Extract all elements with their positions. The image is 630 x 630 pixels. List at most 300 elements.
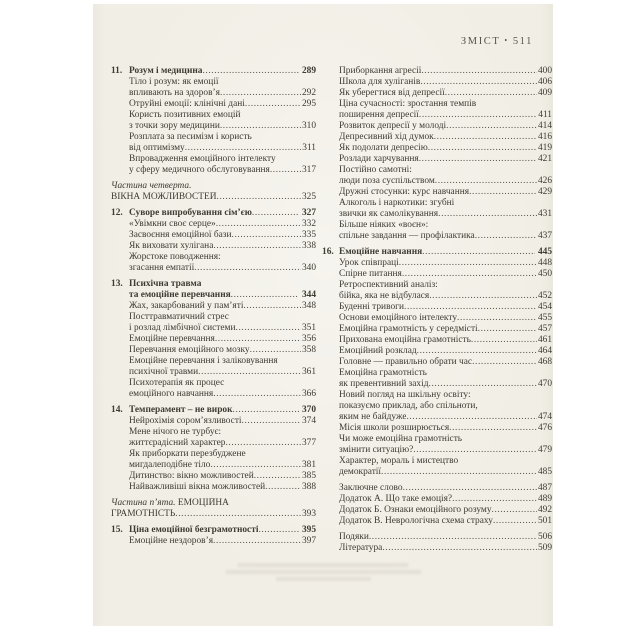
dot-leader [478,324,537,335]
page-number: 388 [301,482,316,492]
toc-entry [111,427,316,449]
toc-line [129,219,316,230]
toc-line [339,543,552,554]
dot-leader [472,357,537,368]
dot-leader [428,143,537,154]
toc-line [339,335,552,346]
toc-line [322,247,552,258]
toc-line [339,198,552,209]
toc-entry-text: Постійно самотні: [339,165,412,175]
toc-line [129,416,316,427]
toc-line [129,88,316,99]
dot-leader [449,423,537,434]
toc-entry [322,324,552,335]
toc-line [111,525,316,536]
toc-entry [322,483,552,494]
page-number: 348 [301,301,316,311]
toc-line [339,302,552,313]
page-number: 445 [537,247,552,257]
toc-entry-text: Психотерапія як процес [129,378,225,388]
toc-entry-text: Додаток В. Неврологічна схема страху [339,516,493,526]
page-number: 509 [537,543,552,553]
toc-line [129,471,316,482]
page-number: 370 [301,405,316,415]
toc-entry-text: Жах, закарбований у пам’яті [129,301,244,311]
toc-entry-text: емоційного навчання [129,389,214,399]
toc-entry-text: Найважливіші вікна можливостей [129,482,266,492]
dot-leader [213,536,301,547]
toc-line [111,509,316,520]
dot-leader [175,509,301,520]
toc-line [129,154,316,165]
toc-entry [111,154,316,176]
toc-entry-text: яким не байдуже [339,412,407,422]
page-number: 361 [301,367,316,377]
toc-chapter-entry [111,66,316,77]
dot-leader [220,121,301,132]
page-number: 393 [301,509,316,519]
dot-leader [434,132,537,143]
toc-line [129,389,316,400]
toc-entry-text: Головне — правильно обрати час [339,357,473,367]
toc-line [111,498,316,509]
toc-entry-text: Отруйні емоції: клінічні дані [129,99,245,109]
toc-line [339,456,552,467]
toc-entry-text: Темперамент – не вирок [129,405,233,415]
toc-line [339,483,552,494]
toc-entry [111,301,316,312]
page-number: 455 [537,313,552,323]
toc-entry-text: Дружні стосунки: курс навчання [339,187,470,197]
toc-line [111,192,316,203]
toc-entry-text: Суворе випробування сім’єю [129,208,252,218]
toc-entry-text: життєрадісний характер [129,438,226,448]
toc-line [111,405,316,416]
toc-line [129,230,316,241]
chapter-number: 14. [111,405,123,415]
dot-leader [469,187,537,198]
toc-entry-text: Користь позитивних емоцій [129,110,241,120]
toc-line [339,412,552,423]
toc-entry-text: Перевчання емоційного мозку [129,345,250,355]
toc-entry [111,356,316,378]
toc-entry [111,219,316,230]
toc-entry-text: Більше ніяких «воєн»: [339,220,429,230]
dot-leader [215,334,301,345]
toc-entry-text: Розплата за песимізм і користь [129,132,252,142]
toc-entry-text: і розлад лімбічної системи [129,323,236,333]
toc-entry-text: Додаток Б. Ознаки емоційного розуму [339,505,492,515]
toc-entry-text: Емоційне перевчання і заліковування [129,356,278,366]
page-number: 414 [537,121,552,131]
toc-entry [322,198,552,220]
toc-entry [322,390,552,423]
toc-entry-text: та емоційне перевчання [129,290,231,300]
dot-leader [422,247,535,258]
toc-entry-text: Заключне слово [339,483,403,493]
toc-entry [322,187,552,198]
dot-leader [421,66,537,77]
toc-line [129,536,316,547]
toc-line [129,143,316,154]
toc-line [339,209,552,220]
toc-line [339,516,552,527]
toc-entry [322,280,552,302]
toc-entry [322,99,552,121]
page-number: 464 [537,346,552,356]
dot-leader [198,367,301,378]
toc-line [129,367,316,378]
header-title: ЗМІСТ [460,36,501,47]
page-number: 470 [537,379,552,389]
toc-entry [111,416,316,427]
dot-leader [220,88,301,99]
page-number: 332 [301,219,316,229]
toc-entry-text: Подяки [339,532,369,542]
toc-part-title: ВІКНА МОЖЛИВОСТЕЙ [111,192,217,202]
toc-entry [322,532,552,543]
toc-entry-text: згасання емпатії [129,263,195,273]
dot-leader [231,290,299,301]
page-number: 335 [301,230,316,240]
page-number: 289 [301,66,316,76]
toc-entry-text: з точки зору медицини [129,121,220,131]
toc-entry-text: Емоційна грамотність [339,368,427,378]
toc-line [129,110,316,121]
dot-leader [420,77,537,88]
page-number: 474 [537,412,552,422]
toc-line [129,241,316,252]
toc-entry-text: Тіло і розум: як емоції [129,77,219,87]
toc-entry-text: Школа для хуліганів [339,77,421,87]
toc-entry-text: Емоційне перевчання [129,334,215,344]
toc-line [339,165,552,176]
toc-entry [322,434,552,456]
toc-line [339,220,552,231]
toc-entry-text: Основи емоційного інтелекту [339,313,458,323]
page-number: 395 [301,525,316,535]
toc-line [339,176,552,187]
toc-line [339,401,552,412]
dot-leader [399,258,537,269]
toc-entry [111,312,316,334]
dot-leader [213,389,301,400]
dot-leader [452,494,537,505]
toc-entry-text: від оптимізму [129,143,185,153]
toc-entry [111,482,316,493]
page-number: 292 [301,88,316,98]
toc-part-label: Частина п’ята. [111,498,176,508]
toc-entry-text: бійка, яка не відбулася [339,291,430,301]
toc-line [129,132,316,143]
dot-leader [413,445,537,456]
toc-line [129,345,316,356]
dot-leader [429,379,537,390]
page-number: 429 [537,187,552,197]
dot-leader [419,154,537,165]
page-number: 311 [302,143,316,153]
page-number: 461 [537,335,552,345]
page-header [461,36,533,47]
page-number: 437 [537,231,552,241]
toc-chapter-entry [111,405,316,416]
toc-entry-text: Жорстоке поводження: [129,252,221,262]
toc-entry [111,110,316,132]
toc-entry-text: Мене нічого не турбує: [129,427,222,437]
page-number: 374 [301,416,316,426]
page-number: 385 [301,471,316,481]
toc-entry [322,494,552,505]
toc-line [129,312,316,323]
page-number: 295 [301,99,316,109]
page-showthrough [93,560,553,584]
toc-entry-text: Урок співпраці [339,258,399,268]
toc-line [129,165,316,176]
toc-part-title: ЕМОЦІЙНА [175,498,229,508]
page-number: 492 [537,505,552,515]
page-number: 501 [537,516,552,526]
dot-leader [475,231,537,242]
toc-part-label: Частина четверта. [111,181,192,191]
page-number: 377 [301,438,316,448]
toc-entry-text: звички як самолікування [339,209,439,219]
toc-line [339,280,552,291]
page-number: 317 [301,165,316,175]
page-number: 327 [301,208,316,218]
toc-entry-text: спільне завдання — профілактика [339,231,475,241]
toc-line [111,66,316,77]
toc-line [339,88,552,99]
toc-entry-text: Нейрохімія сором’язливості [129,416,242,426]
dot-leader [217,192,301,203]
toc-entry [322,335,552,346]
toc-entry-text: Розлади харчування [339,154,419,164]
toc-entry-text: Розум і медицина [129,66,203,76]
toc-entry [322,220,552,242]
toc-line [339,445,552,456]
toc-line [339,313,552,324]
header-page-number: 511 [512,36,533,47]
toc-line [339,423,552,434]
toc-entry [111,241,316,252]
toc-entry-text: Емоційна грамотність у середмісті [339,324,478,334]
toc-entry-text: змінити ситуацію? [339,445,414,455]
dot-leader [202,66,298,77]
chapter-number: 12. [111,208,123,218]
page-number: 476 [537,423,552,433]
dot-leader [382,543,537,554]
toc-entry-text: Ціна емоційної безграмотності [129,525,259,535]
dot-leader [417,346,537,357]
toc-line [339,357,552,368]
toc-entry [111,536,316,547]
toc-line [129,99,316,110]
toc-entry-text: Психічна травма [129,279,202,289]
toc-chapter-entry [111,208,316,219]
page-number: 454 [537,302,552,312]
toc-line [129,252,316,263]
page-number: 431 [537,209,552,219]
toc-entry-text: Характер, мораль і мистецтво [339,456,459,466]
toc-line [339,121,552,132]
page-number: 487 [537,483,552,493]
toc-columns [111,66,552,554]
dot-leader [210,460,301,471]
toc-chapter-entry [322,247,552,258]
page-number: 409 [537,88,552,98]
dot-leader [369,532,537,543]
toc-entry [111,345,316,356]
toc-entry-text: Емоційне навчання [339,247,423,257]
toc-entry [322,121,552,132]
toc-entry [322,269,552,280]
dot-leader [252,208,299,219]
toc-line [339,143,552,154]
toc-entry-text: Чи може емоційна грамотність [339,434,463,444]
toc-line [129,121,316,132]
dot-leader [457,313,537,324]
page-number: 310 [301,121,316,131]
toc-entry [322,357,552,368]
toc-line [339,532,552,543]
toc-line [129,378,316,389]
toc-line [339,505,552,516]
page-number: 489 [537,494,552,504]
dot-leader [438,209,537,220]
toc-entry [111,378,316,400]
toc-line [111,279,316,290]
toc-line [339,434,552,445]
dot-leader [429,291,537,302]
dot-leader [185,143,302,154]
toc-entry [322,132,552,143]
page-number: 344 [301,290,316,300]
toc-entry [322,516,552,527]
dot-leader [245,99,301,110]
toc-entry [322,505,552,516]
toc-entry-text: Ціна сучасності: зростання темпів [339,99,477,109]
dot-leader [492,505,537,516]
page-number: 397 [301,536,316,546]
toc-entry-text: психічної травми [129,367,199,377]
toc-entry-text: люди поза суспільством [339,176,435,186]
toc-column-left [111,66,316,554]
toc-entry-text: Новий погляд на шкільну освіту: [339,390,471,400]
dot-leader [493,516,537,527]
toc-entry-text: Спірне питання [339,269,402,279]
toc-line [129,77,316,88]
toc-entry-text: Емоційне нездоров’я [129,536,214,546]
page-number: 325 [301,192,316,202]
toc-entry [322,313,552,324]
chapter-number: 15. [111,525,123,535]
page-number: 506 [537,532,552,542]
toc-line [129,482,316,493]
toc-entry [322,543,552,554]
toc-entry-text: Ретроспективний аналіз: [339,280,438,290]
dot-leader [243,301,301,312]
toc-entry-text: мигдалеподібне тіло [129,460,211,470]
toc-entry-text: Розвиток депресії у молоді [339,121,447,131]
toc-entry-text: впливають на здоров’я [129,88,220,98]
toc-entry-text: у сферу медичного обслуговування [129,165,270,175]
dot-leader [406,412,536,423]
toc-entry-text: «Увімкни своє серце» [129,219,216,229]
toc-entry-text: Засвоєння емоційної бази [129,230,232,240]
toc-entry-text: Впровадження емоційного інтелекту [129,154,276,164]
toc-line [339,231,552,242]
toc-line [339,77,552,88]
toc-entry [322,77,552,88]
page-number: 356 [301,334,316,344]
toc-entry-text: Література [339,543,383,553]
toc-line [339,494,552,505]
dot-leader [419,110,537,121]
toc-line [339,66,552,77]
toc-line [129,427,316,438]
toc-line [111,208,316,219]
page-number: 479 [537,445,552,455]
dot-leader [216,219,301,230]
toc-line [339,390,552,401]
dot-leader [471,335,537,346]
dot-leader [265,482,301,493]
dot-leader [232,230,301,241]
dot-leader [242,416,301,427]
toc-entry-text: демократії [339,467,382,477]
chapter-number: 11. [111,66,123,76]
toc-entry [111,99,316,110]
page-number: 426 [537,176,552,186]
dot-leader [446,121,537,132]
toc-entry [111,252,316,274]
toc-entry-text: Як уберегтися від депресії [339,88,445,98]
dot-leader [225,438,300,449]
toc-entry [111,132,316,154]
toc-entry [322,258,552,269]
toc-column-right [322,66,552,554]
toc-line [129,449,316,460]
toc-entry-text: Як виховати хулігана [129,241,214,251]
dot-leader [435,176,537,187]
toc-line [339,346,552,357]
page-number: 452 [537,291,552,301]
dot-leader [236,323,301,334]
toc-entry-text: Буденні тривоги [339,302,404,312]
dot-leader [250,345,301,356]
toc-entry [111,471,316,482]
toc-line [129,460,316,471]
page-number: 411 [538,110,552,120]
toc-line [339,132,552,143]
toc-chapter-entry [111,279,316,301]
page-number: 468 [537,357,552,367]
dot-leader [445,88,537,99]
dot-leader [402,269,537,280]
toc-entry [111,334,316,345]
page-number: 406 [537,77,552,87]
toc-line [339,368,552,379]
toc-line [129,438,316,449]
chapter-number: 13. [111,279,123,289]
page-number: 416 [537,132,552,142]
page-number: 338 [301,241,316,251]
toc-line [339,269,552,280]
dot-leader [213,241,301,252]
page-number: 448 [537,258,552,268]
toc-entry [322,423,552,434]
toc-line [339,467,552,478]
